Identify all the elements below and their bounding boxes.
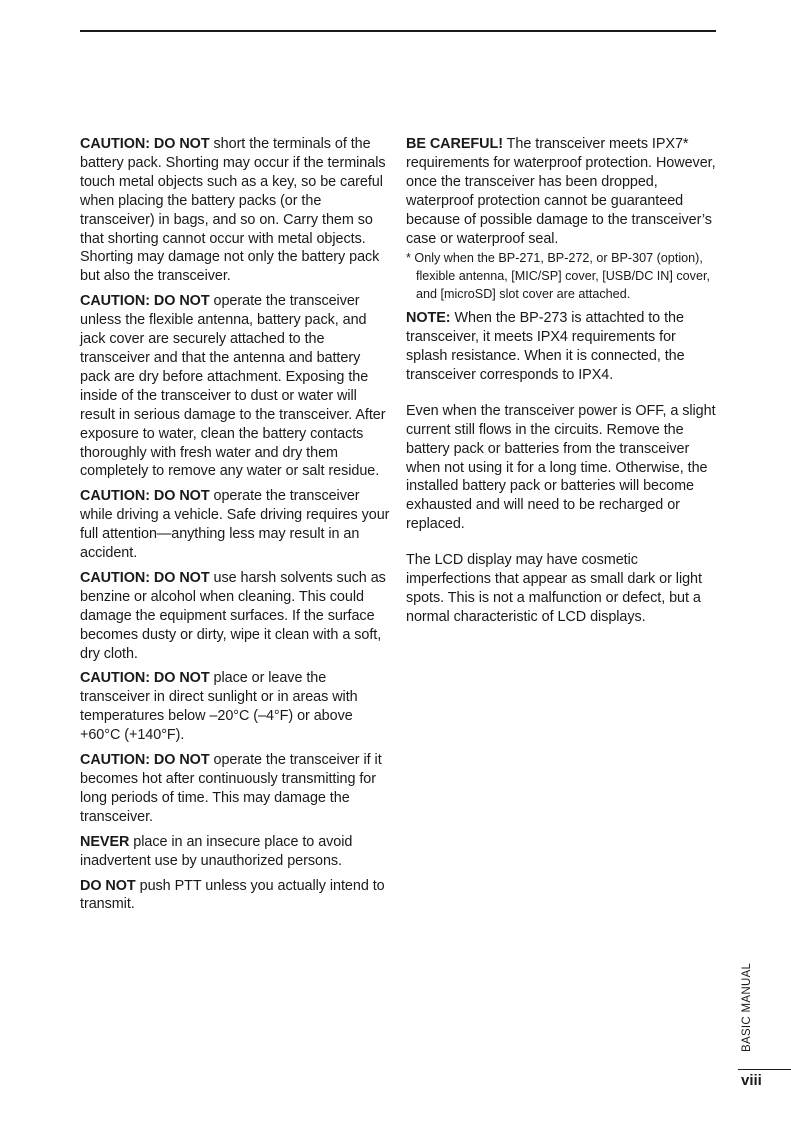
page-number: viii [741,1072,762,1089]
lcd-display-note: The LCD display may have cosmetic imperfections that appear as small dark or light spots. This is not a malfunction or defect, but a normal characteristic of LCD displays. [406,552,702,625]
side-rule [738,1069,791,1070]
caution-short-terminals: CAUTION: DO NOT short the terminals of the battery pack. Shorting may occur if the terminals touch metal objects such as a key, so be careful when placing the battery packs (or the transceiver) in bags, and so on. Carry them so that shorting cannot occur with metal objects. Shorting may damage not only the battery pack but also the transceiver. [80,136,386,285]
waterproof-footnote: * Only when the BP-271, BP-272, or BP-307 (option), flexible antenna, [MIC/SP] cover, [USB/DC IN] cover, and [microSD] slot cover are attached. [406,251,710,301]
left-column [80,135,392,920]
caution-driving: CAUTION: DO NOT operate the transceiver while driving a vehicle. Safe driving requires your full attention—anything less may result in an accident. [80,488,390,562]
warning-insecure-place: NEVER place in an insecure place to avoid inadvertent use by unauthorized persons. [80,833,353,869]
right-column [406,135,718,633]
caution-solvents: CAUTION: DO NOT use harsh solvents such as benzine or alcohol when cleaning. This could damage the equipment surfaces. If the surface becomes dusty or dirty, wipe it clean with a soft, dry cloth. [80,569,386,662]
caution-hot: CAUTION: DO NOT operate the transceiver if it becomes hot after continuously transmitting for long periods of time. This may damage the transceiver. [80,752,382,825]
section-side-label: BASIC MANUAL [741,962,753,1052]
caution-antenna-attached: CAUTION: DO NOT operate the transceiver unless the flexible antenna, battery pack, and jack cover are securely attached to the transceiver and that the antenna and battery pack are dry before attachment. Exposing the inside of the transceiver to dust or water will result in serious damage to the transceiver. After exposure to water, clean the battery contacts thoroughly with fresh water and dry them completely to remove any water or salt residue. [80,293,386,480]
top-rule [80,30,716,32]
warning-ptt: DO NOT push PTT unless you actually intend to transmit. [80,877,385,913]
be-careful-waterproof: BE CAREFUL! The transceiver meets IPX7* requirements for waterproof protection. However, once the transceiver has been dropped, waterproof protection cannot be guaranteed because of possible damage to the transceiver’s case or waterproof seal. [406,136,716,247]
power-off-current: Even when the transceiver power is OFF, a slight current still flows in the circuits. Remove the battery pack or batteries from the transceiver when not using it for a long time. Otherwise, the installed battery pack or batteries will become exhausted and will need to be recharged or replaced. [406,402,716,533]
caution-temperature: CAUTION: DO NOT place or leave the transceiver in direct sunlight or in areas with temperatures below –20°C (–4°F) or above +60°C (+140°F). [80,670,358,744]
note-bp273: NOTE: When the BP-273 is attachted to the transceiver, it meets IPX4 requirements for splash resistance. When it is connected, the transceiver corresponds to IPX4. [406,310,685,383]
